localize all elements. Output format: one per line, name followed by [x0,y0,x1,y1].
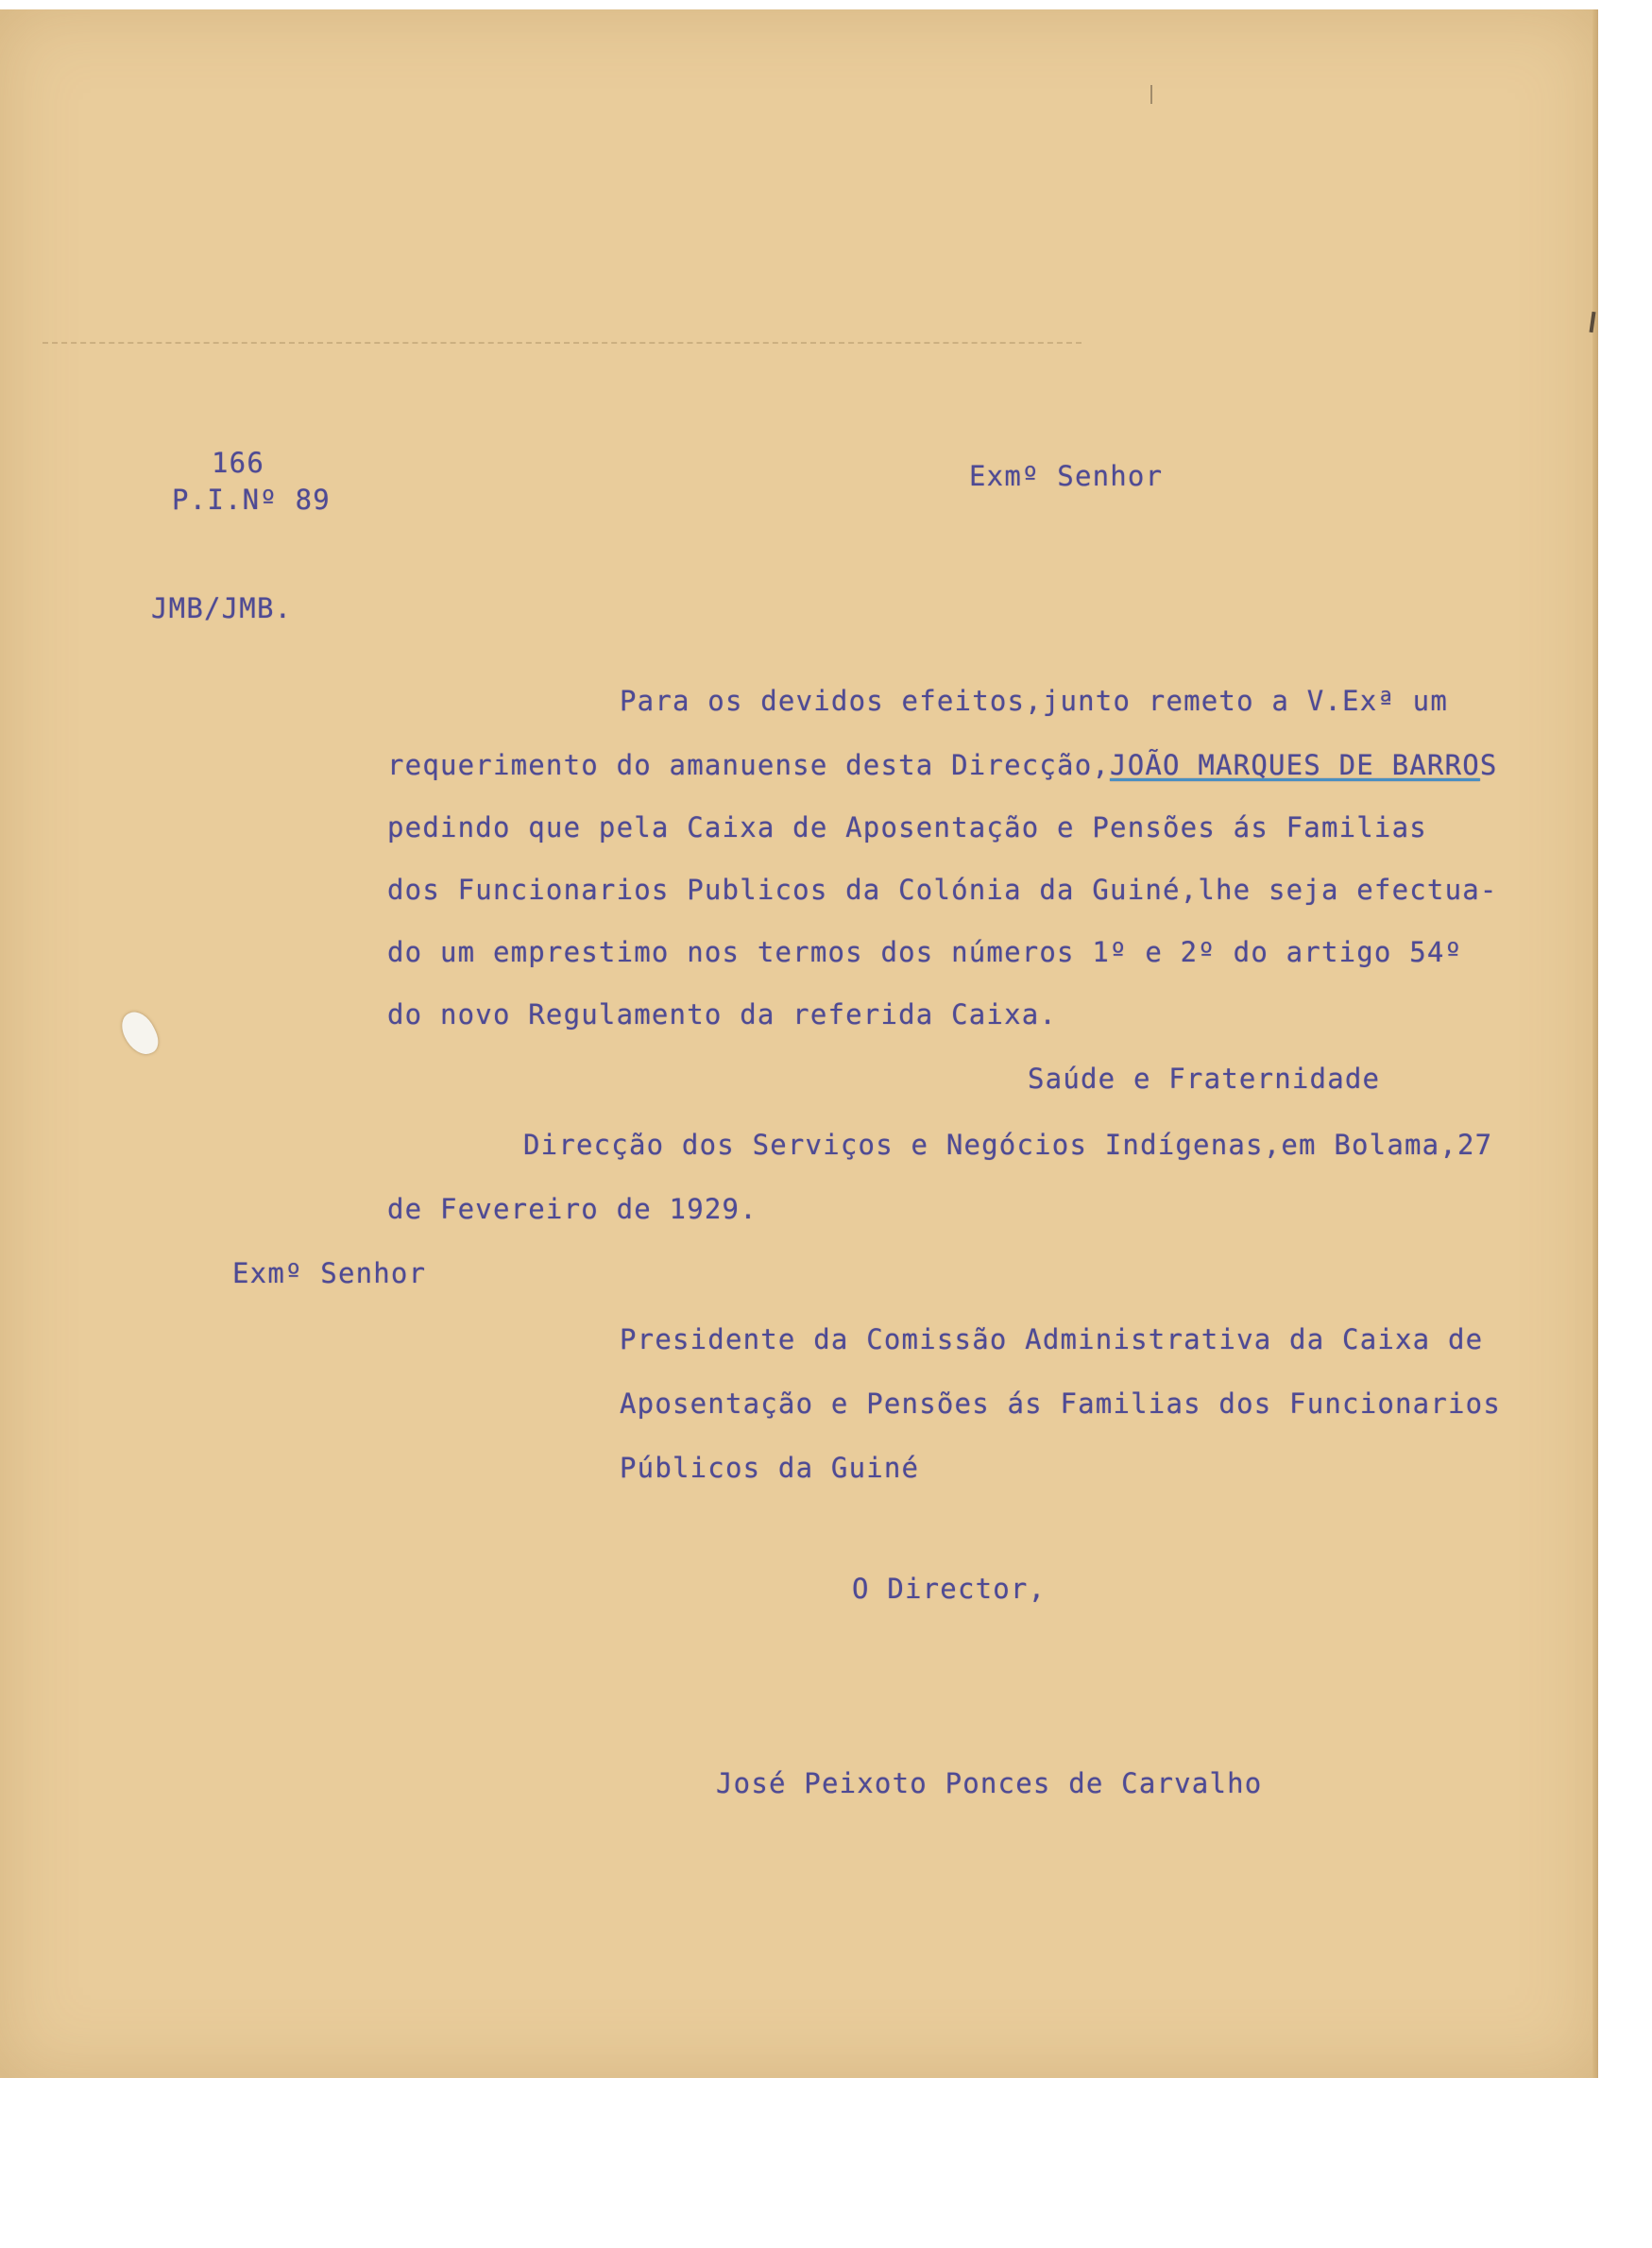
punch-hole [116,1006,162,1060]
body-line-3: pedindo que pela Caixa de Aposentação e Pensões ás Familias [387,811,1427,843]
body-line-4: dos Funcionarios Publicos da Colónia da Guiné,lhe seja efectua- [387,874,1498,906]
body-line-1: Para os devidos efeitos,junto remeto a V.Exª um [620,685,1448,717]
body-line-2 [387,749,1498,781]
salutation-bottom: Exmº Senhor [232,1257,427,1289]
body-line-5: do um emprestimo nos termos dos números 1º e 2º do artigo 54º [387,936,1463,968]
body-line-6: do novo Regulamento da referida Caixa. [387,998,1058,1030]
signatory-name: José Peixoto Ponces de Carvalho [716,1767,1263,1799]
process-number: P.I.Nº 89 [172,484,331,516]
initials: JMB/JMB. [151,592,293,624]
addressee-line-2: Aposentação e Pensões ás Familias dos Funcionarios [620,1388,1501,1420]
requester-name: JOÃO MARQUES DE BARRO [1110,749,1480,781]
place-date-line-1: Direcção dos Serviços e Negócios Indígenas,em Bolama,27 [523,1129,1493,1161]
letter-page [0,9,1598,2078]
body-line-2-after: S [1479,749,1498,781]
reference-number: 166 [212,447,264,479]
signatory-title: O Director, [852,1573,1047,1605]
pencil-mark [1150,85,1152,104]
addressee-line-3: Públicos da Guiné [620,1452,920,1484]
fold-line [43,342,1081,345]
salutation-top: Exmº Senhor [969,460,1164,492]
place-date-line-2: de Fevereiro de 1929. [387,1193,758,1225]
body-line-2-before: requerimento do amanuense desta Direcção, [387,749,1111,781]
addressee-line-1: Presidente da Comissão Administrativa da Caixa de [620,1323,1484,1355]
closing-greeting: Saúde e Fraternidade [1028,1063,1381,1095]
